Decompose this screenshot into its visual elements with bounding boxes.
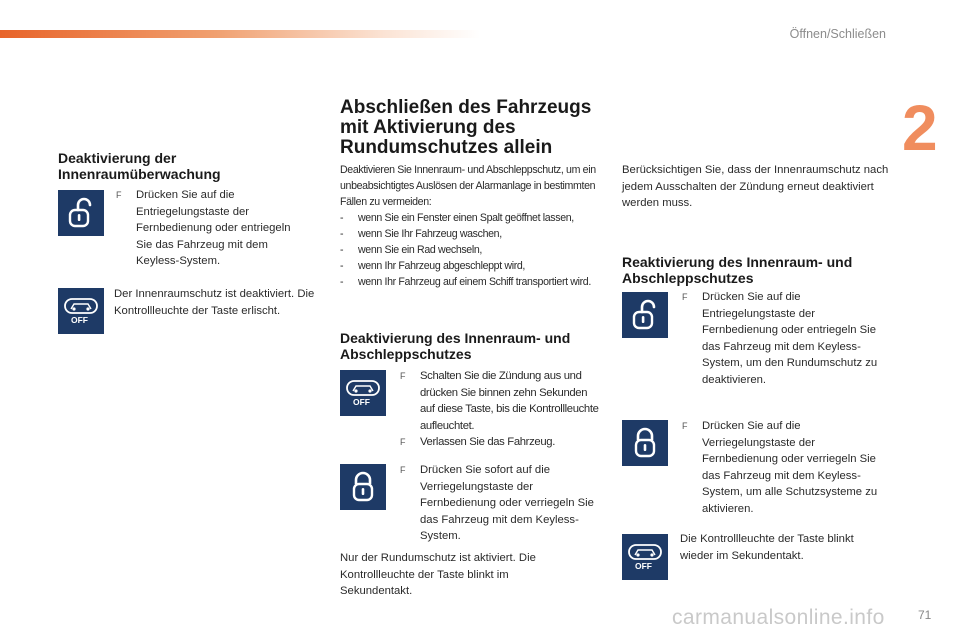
bullet-marker: F [400,371,406,381]
middle-step-list-1 [398,368,603,451]
list-item: F Drücken Sie auf die Entriegelungstaste der Fernbedienung oder entriegeln Sie das Fahrzeug mit dem Keyless-System, um den Rundumschutz zu deaktivieren. [682,291,878,386]
chapter-title: Öffnen/Schließen [789,27,886,41]
watermark: carmanualsonline.info [672,606,885,629]
right-step-list-2 [680,418,890,517]
right-note: Die Kontrollleuchte der Taste blinkt wieder im Sekundentakt. [680,533,854,562]
list-item: - wenn Ihr Fahrzeug auf einem Schiff transportiert wird. [340,276,591,288]
heading-deactivate-interior: Deaktivierung der Innenraumüberwachung [58,150,221,182]
unlock-button-icon [622,292,668,338]
heading-deactivate-interior-towing: Deaktivierung des Innenraum- und Abschleppschutzes [340,330,571,362]
left-step-list [114,187,304,270]
chapter-number: 2 [902,92,938,164]
off-label: OFF [353,397,370,407]
bullet-marker: F [116,190,122,200]
heading-reactivate-interior-towing: Reaktivierung des Innenraum- und Abschleppschutzes [622,254,853,286]
list-item: F Drücken Sie auf die Verriegelungstaste der Fernbedienung oder verriegeln Sie das Fahrzeug mit dem Keyless-System, um alle Schutzsysteme zu aktivieren. [682,420,878,515]
page-number: 71 [918,608,932,622]
list-item: F Verlassen Sie das Fahrzeug. [398,434,603,451]
bullet-marker: F [682,292,688,302]
list-item: - wenn Sie ein Rad wechseln, [340,244,482,256]
bullet-marker: F [400,437,406,447]
unlock-button-icon [58,190,104,236]
middle-intro: Deaktivieren Sie Innenraum- und Abschleppschutz, um ein unbeabsichtigtes Auslösen der Alarmanlage in bestimmten Fällen zu vermeiden: [340,164,596,208]
list-item: F Drücken Sie auf die Entriegelungstaste der Fernbedienung oder entriegeln Sie das Fahrzeug mit dem Keyless-System. [116,189,291,267]
off-label: OFF [71,315,88,325]
bullet-marker: F [400,465,406,475]
left-note: Der Innenraumschutz ist deaktiviert. Die Kontrollleuchte der Taste erlischt. [114,288,315,317]
off-label: OFF [635,561,652,571]
list-item: - wenn Ihr Fahrzeug abgeschleppt wird, [340,260,526,272]
lock-button-icon [340,464,386,510]
heading-lock-with-perimeter: Abschließen des Fahrzeugs mit Aktivierung des Rundumschutzes allein [340,97,592,158]
right-intro: Berücksichtigen Sie, dass der Innenraumschutz nach jedem Ausschalten der Zündung erneut deaktiviert werden muss. [622,164,889,209]
list-item: F Drücken Sie sofort auf die Verriegelungstaste der Fernbedienung oder verriegeln Sie das Fahrzeug mit dem Keyless-System. [400,464,594,542]
list-item: - wenn Sie Ihr Fahrzeug waschen, [340,228,502,240]
chapter-color-bar [0,30,480,38]
middle-step-list-2 [398,462,603,545]
alarm-off-button-icon [340,370,386,416]
lock-button-icon [622,420,668,466]
list-item: F Schalten Sie die Zündung aus und drücken Sie binnen zehn Sekunden auf diese Taste, bis die Kontrollleuchte aufleuchtet. [400,370,599,432]
alarm-off-button-icon [58,288,104,334]
list-item: - wenn Sie ein Fenster einen Spalt geöffnet lassen, [340,212,574,224]
middle-intro-block [340,162,605,290]
bullet-marker: F [682,421,688,431]
right-step-list-1 [680,289,890,388]
case-list [340,210,605,290]
middle-note: Nur der Rundumschutz ist aktiviert. Die Kontrollleuchte der Taste blinkt im Sekundentakt. [340,552,536,597]
alarm-off-button-icon [622,534,668,580]
